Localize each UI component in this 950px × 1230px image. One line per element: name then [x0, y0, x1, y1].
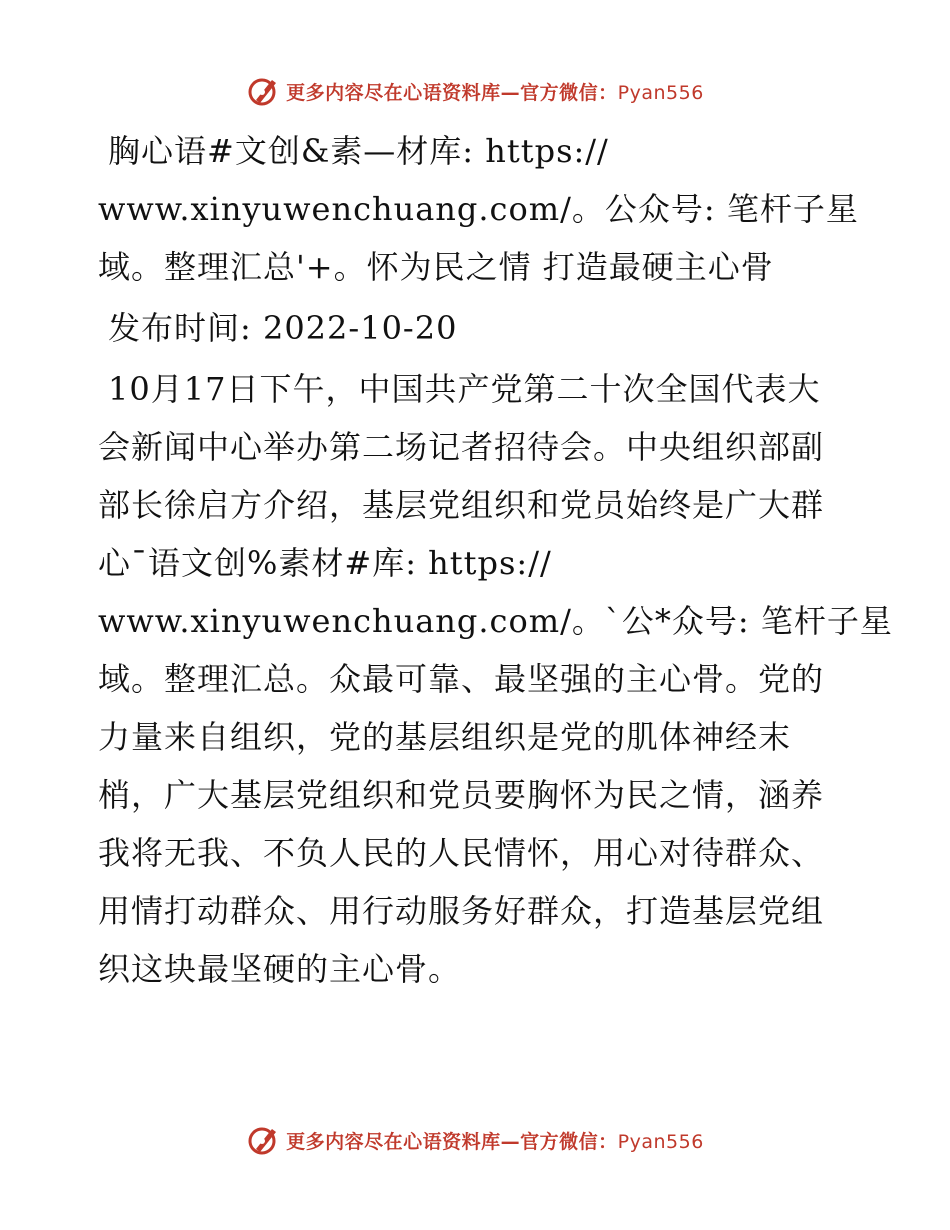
title-line: www.xinyuwenchuang.com/。公众号: 笔杆子星: [98, 190, 859, 228]
title-line: 胸心语#文创&素—材库: https://: [108, 132, 609, 170]
footer-banner-text: 更多内容尽在心语资料库—官方微信：Pyan556: [286, 1130, 704, 1153]
pen-logo-icon: [246, 1123, 280, 1157]
header-banner-text: 更多内容尽在心语资料库—官方微信：Pyan556: [286, 81, 704, 104]
body-line: 用情打动群众、用行动服务好群众，打造基层党组: [98, 892, 825, 930]
publish-time: 发布时间: 2022-10-20: [108, 309, 458, 347]
document-body: [98, 122, 893, 998]
pen-logo-icon: [246, 74, 280, 108]
footer-banner: [0, 1120, 950, 1160]
body-line: 梢，广大基层党组织和党员要胸怀为民之情，涵养: [98, 776, 825, 814]
body-line: 10月17日下午，中国共产党第二十次全国代表大: [108, 370, 821, 408]
body-line: 我将无我、不负人民的人民情怀，用心对待群众、: [98, 834, 825, 872]
body-line: 力量来自组织，党的基层组织是党的肌体神经末: [98, 718, 792, 756]
body-line: 织这块最坚硬的主心骨。: [98, 950, 462, 988]
body-line: www.xinyuwenchuang.com/。`公*众号: 笔杆子星: [98, 602, 893, 640]
body-line: 会新闻中心举办第二场记者招待会。中央组织部副: [98, 428, 825, 466]
body-line: 部长徐启方介绍，基层党组织和党员始终是广大群: [98, 486, 825, 524]
header-banner: [0, 71, 950, 111]
body-line: 域。整理汇总。众最可靠、最坚强的主心骨。党的: [98, 660, 825, 698]
footer-wechat-id: Pyan556: [617, 1130, 704, 1153]
body-line: 心¯语文创%素材#库: https://: [98, 544, 552, 582]
header-wechat-id: Pyan556: [617, 81, 704, 104]
title-line: 域。整理汇总'+。怀为民之情 打造最硬主心骨: [98, 248, 774, 286]
